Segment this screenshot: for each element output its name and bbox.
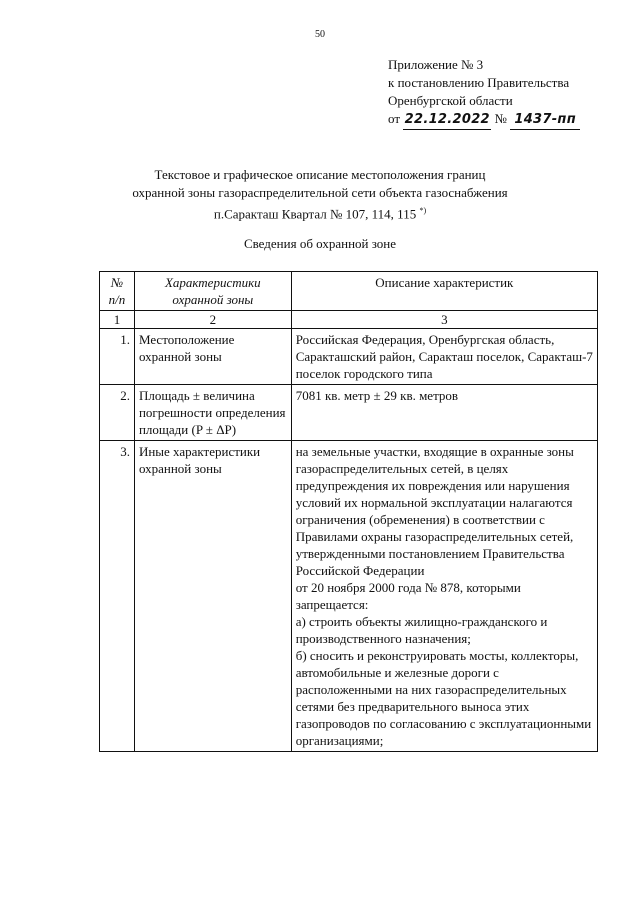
title-line-3 [80,202,560,223]
page-number: 50 [315,29,325,40]
table-row [100,329,598,385]
header-number-line1: № [110,275,124,290]
header-number [100,272,135,311]
title-line-2: охранной зоны газораспределительной сети объекта газоснабжения [132,185,508,200]
row-description [291,441,597,752]
index-cell: 2 [134,311,291,329]
appendix-date-line [388,110,580,130]
header-characteristics-line2: охранной зоны [172,292,254,307]
index-cell: 3 [291,311,597,329]
table-row [100,385,598,441]
table-header-row [100,272,598,311]
row-number: 3. [100,441,135,752]
description-paragraph: на земельные участки, входящие в охранные зоны газораспределительных сетей, в целях предупреждения их повреждения или нарушения условий их нормальной эксплуатации налагаются ограничения (обременения) в соответствии с Правилами охраны газораспределительных сетей, утвержденными постановлением Правительства Российской Федерации [295,444,574,578]
date-prefix: от [388,111,401,126]
description-item-a: а) строить объекты жилищно-гражданского и производственного назначения; [295,614,548,646]
footnote-mark: *) [419,206,427,215]
header-number-line2: п/п [108,292,126,307]
title-line-3-text: п.Саракташ Квартал № 107, 114, 115 [213,206,417,222]
appendix-region: Оренбургской области [388,93,513,108]
number-prefix: № [494,111,507,126]
appendix-title: Приложение № 3 [388,57,484,72]
appendix-block [388,56,580,130]
table-row [100,441,598,752]
row-characteristic: Местоположение охранной зоны [134,329,291,385]
row-number: 2. [100,385,135,441]
description-paragraph: от 20 ноября 2000 года № 878, которыми запрещается: [295,580,521,612]
table-index-row [100,311,598,329]
handwritten-number: 1437-пп [510,111,580,130]
row-characteristic: Площадь ± величина погрешности определения площади (P ± ΔP) [134,385,291,441]
handwritten-date: 22.12.2022 [403,111,491,130]
appendix-resolution: к постановлению Правительства [388,75,570,90]
row-description: 7081 кв. метр ± 29 кв. метров [291,385,597,441]
header-characteristics [134,272,291,311]
zone-table [99,271,598,752]
row-description: Российская Федерация, Оренбургская область, Саракташский район, Саракташ поселок, Саракташ-7 поселок городского типа [291,329,597,385]
title-line-1: Текстовое и графическое описание местоположения границ [154,167,486,182]
section-title: Сведения об охранной зоне [243,236,397,251]
header-description: Описание характеристик [291,272,597,311]
description-item-b: б) сносить и реконструировать мосты, коллекторы, автомобильные и железные дороги с расположенными на них газораспределительных сетями без предварительного выноса этих газопроводов по согласованию с эксплуатационными организациями; [295,648,592,748]
header-characteristics-line1: Характеристики [164,275,261,290]
index-cell: 1 [100,311,135,329]
document-title [80,166,560,223]
row-number: 1. [100,329,135,385]
row-characteristic: Иные характеристики охранной зоны [134,441,291,752]
